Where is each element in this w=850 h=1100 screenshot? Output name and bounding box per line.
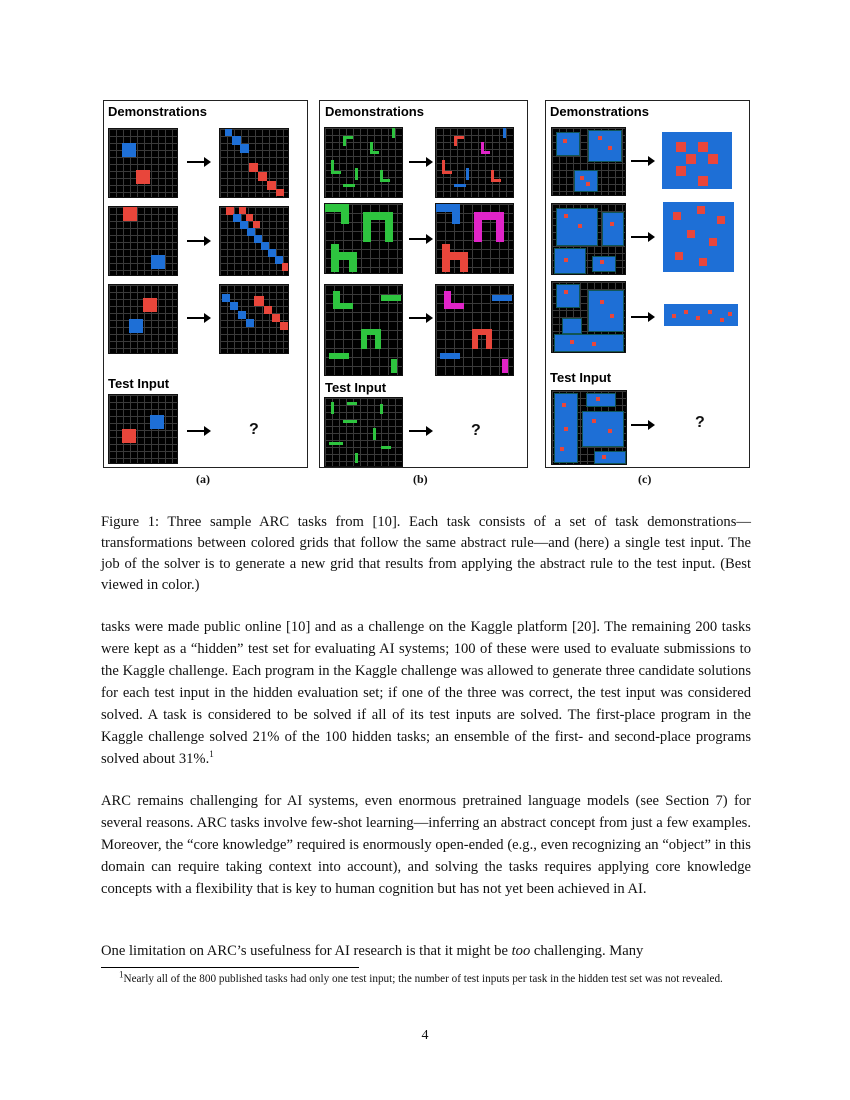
paragraph-3-start: One limitation on ARC’s usefulness for AI research is that it might be (101, 943, 512, 959)
red-dot (610, 314, 614, 318)
red-cell (673, 212, 681, 220)
green-shape (349, 252, 357, 272)
blue-rect (592, 256, 616, 272)
footnote-rule (101, 967, 359, 968)
green-shape (361, 329, 367, 349)
red-cell (676, 166, 686, 176)
green-shape (343, 184, 355, 187)
green-shape (380, 404, 383, 414)
red-shape (486, 329, 492, 349)
red-dot (602, 455, 606, 459)
arrow (409, 317, 427, 319)
red-cell (253, 221, 260, 228)
panel-b-label: (b) (413, 472, 428, 486)
red-cell (254, 296, 264, 306)
blue-cell (238, 311, 246, 319)
blue-rect (554, 248, 586, 274)
panel-a-label: (a) (196, 472, 210, 486)
arrow (631, 236, 649, 238)
blue-rect (582, 411, 624, 447)
green-shape (370, 151, 379, 154)
green-shape (392, 128, 395, 138)
red-cell (717, 216, 725, 224)
arrow (409, 238, 427, 240)
red-cell (675, 252, 683, 260)
blue-cell (225, 129, 232, 136)
red-shape (460, 252, 468, 272)
panel-b-demo3-output (435, 284, 514, 376)
red-dot (672, 314, 676, 318)
green-shape (329, 442, 343, 445)
red-cell (239, 207, 246, 214)
green-shape (380, 179, 390, 182)
arrow (631, 424, 649, 426)
blue-rect (556, 208, 598, 246)
question-mark: ? (471, 422, 481, 439)
magenta-shape (496, 212, 504, 242)
red-cell (123, 207, 137, 221)
panel-c-demo3-output (664, 304, 738, 326)
red-dot (608, 429, 612, 433)
red-dot (608, 146, 612, 150)
blue-shape (503, 128, 506, 138)
red-dot (580, 176, 584, 180)
question-mark: ? (695, 414, 705, 431)
blue-rect (588, 290, 624, 332)
green-shape (347, 402, 357, 405)
red-dot (564, 258, 568, 262)
magenta-shape (444, 303, 464, 309)
panel-a-demo2-input (108, 206, 178, 276)
blue-rect (586, 393, 616, 407)
red-cell (687, 230, 695, 238)
panel-a-test-title: Test Input (108, 376, 170, 391)
panel-c-test-input (551, 390, 627, 465)
red-dot (598, 136, 602, 140)
panel-c-demo1-output (662, 132, 732, 189)
paragraph-2: ARC remains challenging for AI systems, even enormous pretrained language models (see Section 7) for several reasons. ARC tasks involve few-shot learning—inferring an abstract concept from just a few examples. Moreover, the “core knowledge” required is enormously open-ended (e.g., even recognizing an “object” in this domain can require taking context into account), and solving the tasks requires applying core knowledge concepts with a flexibility that is key to human cognition but has not yet been achieved in AI. (101, 793, 751, 897)
magenta-shape (481, 151, 490, 154)
paragraph-3-emphasis: too (511, 943, 531, 959)
blue-cell (230, 302, 238, 310)
red-dot (563, 139, 567, 143)
red-shape (442, 171, 452, 174)
red-dot (564, 290, 568, 294)
red-dot (600, 260, 604, 264)
arrow (409, 430, 427, 432)
question-mark: ? (249, 421, 259, 438)
panel-c-test-title: Test Input (550, 370, 612, 385)
red-dot (720, 318, 724, 322)
panel-b-demo1-output (435, 127, 514, 198)
red-dot (578, 224, 582, 228)
paragraph-3-end: challenging. Many (530, 943, 644, 959)
green-shape (385, 212, 393, 242)
green-shape (343, 420, 357, 423)
red-cell (686, 154, 696, 164)
green-shape (331, 402, 334, 414)
figure-caption: Figure 1: Three sample ARC tasks from [10]. Each task consists of a set of task demonstrations—transformations between colored grids that follow the same abstract rule—and (here) a single test input. The job of the solver is to generate a new grid that results from applying the abstract rule to the test input. (Best viewed in color.) (101, 514, 751, 593)
panel-b-test-title: Test Input (325, 380, 387, 395)
red-cell (709, 238, 717, 246)
red-cell (258, 172, 267, 181)
panel-c-demo-title: Demonstrations (550, 104, 649, 119)
footnote-marker: 1 (209, 749, 214, 760)
red-cell (698, 142, 708, 152)
blue-rect (602, 212, 624, 246)
green-shape (331, 171, 341, 174)
panel-c-demo3-input (551, 281, 626, 353)
red-dot (596, 397, 600, 401)
blue-cell (151, 255, 165, 269)
blue-cell (240, 144, 249, 153)
paragraph-1 (101, 616, 751, 770)
red-cell (264, 306, 272, 314)
red-cell (708, 154, 718, 164)
green-shape (381, 295, 401, 301)
red-dot (586, 182, 590, 186)
green-shape (341, 204, 349, 224)
green-shape (355, 168, 358, 180)
green-shape (373, 428, 376, 440)
red-cell (122, 429, 136, 443)
panel-a-demo-title: Demonstrations (108, 104, 207, 119)
green-shape (333, 303, 353, 309)
panel-b-demo1-input (324, 127, 403, 198)
blue-cell (150, 415, 164, 429)
red-cell (698, 176, 708, 186)
blue-rect (588, 130, 622, 162)
blue-cell (129, 319, 143, 333)
red-shape (472, 329, 478, 349)
panel-b-demo2-output (435, 203, 514, 274)
red-dot (562, 403, 566, 407)
blue-shape (452, 204, 460, 224)
footnote (101, 969, 751, 987)
red-cell (272, 314, 280, 322)
magenta-shape (474, 212, 482, 242)
red-cell (143, 298, 157, 312)
green-shape (381, 446, 391, 449)
panel-b-test-input (324, 397, 403, 467)
panel-a-demo3-input (108, 284, 178, 354)
paragraph-1-text: tasks were made public online [10] and as a challenge on the Kaggle platform [20]. The remaining 200 tasks were kept as a “hidden” test set for evaluating AI systems; 100 of these were used to evaluate submissions to the Kaggle challenge. Each program in the Kaggle challenge was allowed to generate three candidate solutions for each test input in the hidden evaluation set; if one of the three was correct, the test input was considered solved. A task is considered to be solved if all of its test inputs are solved. The first-place program in the Kaggle challenge solved 21% of the 100 hidden tasks; an ensemble of the first- and second-place programs solved about 31%. (101, 619, 751, 767)
red-dot (560, 447, 564, 451)
green-shape (375, 329, 381, 349)
red-dot (708, 310, 712, 314)
red-cell (280, 322, 288, 330)
blue-shape (454, 184, 466, 187)
red-dot (570, 340, 574, 344)
footnote-number: 1 (119, 969, 124, 980)
red-cell (697, 206, 705, 214)
panel-b-demo2-input (324, 203, 403, 274)
paragraph-3 (101, 940, 751, 962)
blue-rect (562, 318, 582, 334)
panel-a-test-input (108, 394, 178, 464)
magenta-shape (502, 359, 508, 373)
red-dot (728, 312, 732, 316)
red-shape (454, 136, 464, 139)
red-cell (249, 163, 258, 172)
red-dot (610, 222, 614, 226)
red-cell (676, 142, 686, 152)
red-dot (564, 214, 568, 218)
red-dot (564, 427, 568, 431)
panel-b-demo-title: Demonstrations (325, 104, 424, 119)
page-number: 4 (421, 1028, 429, 1043)
green-shape (391, 359, 397, 373)
red-cell (276, 189, 284, 196)
panel-c-demo2-output (663, 202, 734, 272)
green-shape (343, 136, 353, 139)
blue-shape (466, 168, 469, 180)
blue-rect (556, 132, 580, 156)
green-shape (329, 353, 349, 359)
arrow (409, 161, 427, 163)
green-shape (363, 212, 371, 242)
red-dot (592, 419, 596, 423)
red-dot (592, 342, 596, 346)
arrow (187, 430, 205, 432)
blue-cell (122, 143, 136, 157)
blue-rect (556, 284, 580, 308)
blue-cell (246, 319, 254, 327)
red-dot (696, 316, 700, 320)
panel-b-demo3-input (324, 284, 403, 376)
arrow (187, 240, 205, 242)
arrow (631, 160, 649, 162)
footnote-text: Nearly all of the 800 published tasks had only one test input; the number of test inputs per task in the hidden test set was not revealed. (123, 973, 723, 985)
blue-shape (492, 295, 512, 301)
arrow (187, 161, 205, 163)
red-cell (282, 263, 288, 271)
panel-c-label: (c) (638, 472, 652, 486)
panel-c-demo2-input (551, 203, 626, 275)
blue-rect (594, 451, 626, 464)
red-cell (267, 181, 276, 190)
red-dot (600, 300, 604, 304)
blue-cell (222, 294, 230, 302)
panel-c-demo1-input (551, 127, 626, 196)
red-cell (699, 258, 707, 266)
panel-a-demo2-output (219, 206, 289, 276)
arrow (187, 317, 205, 319)
panel-a-demo1-input (108, 128, 178, 198)
red-cell (246, 214, 253, 221)
red-cell (136, 170, 150, 184)
red-shape (491, 179, 501, 182)
blue-rect (574, 170, 598, 192)
blue-rect (554, 334, 624, 352)
panel-a-demo1-output (219, 128, 289, 198)
red-dot (684, 310, 688, 314)
arrow (631, 316, 649, 318)
panel-a-demo3-output (219, 284, 289, 354)
green-shape (355, 453, 358, 463)
blue-shape (440, 353, 460, 359)
